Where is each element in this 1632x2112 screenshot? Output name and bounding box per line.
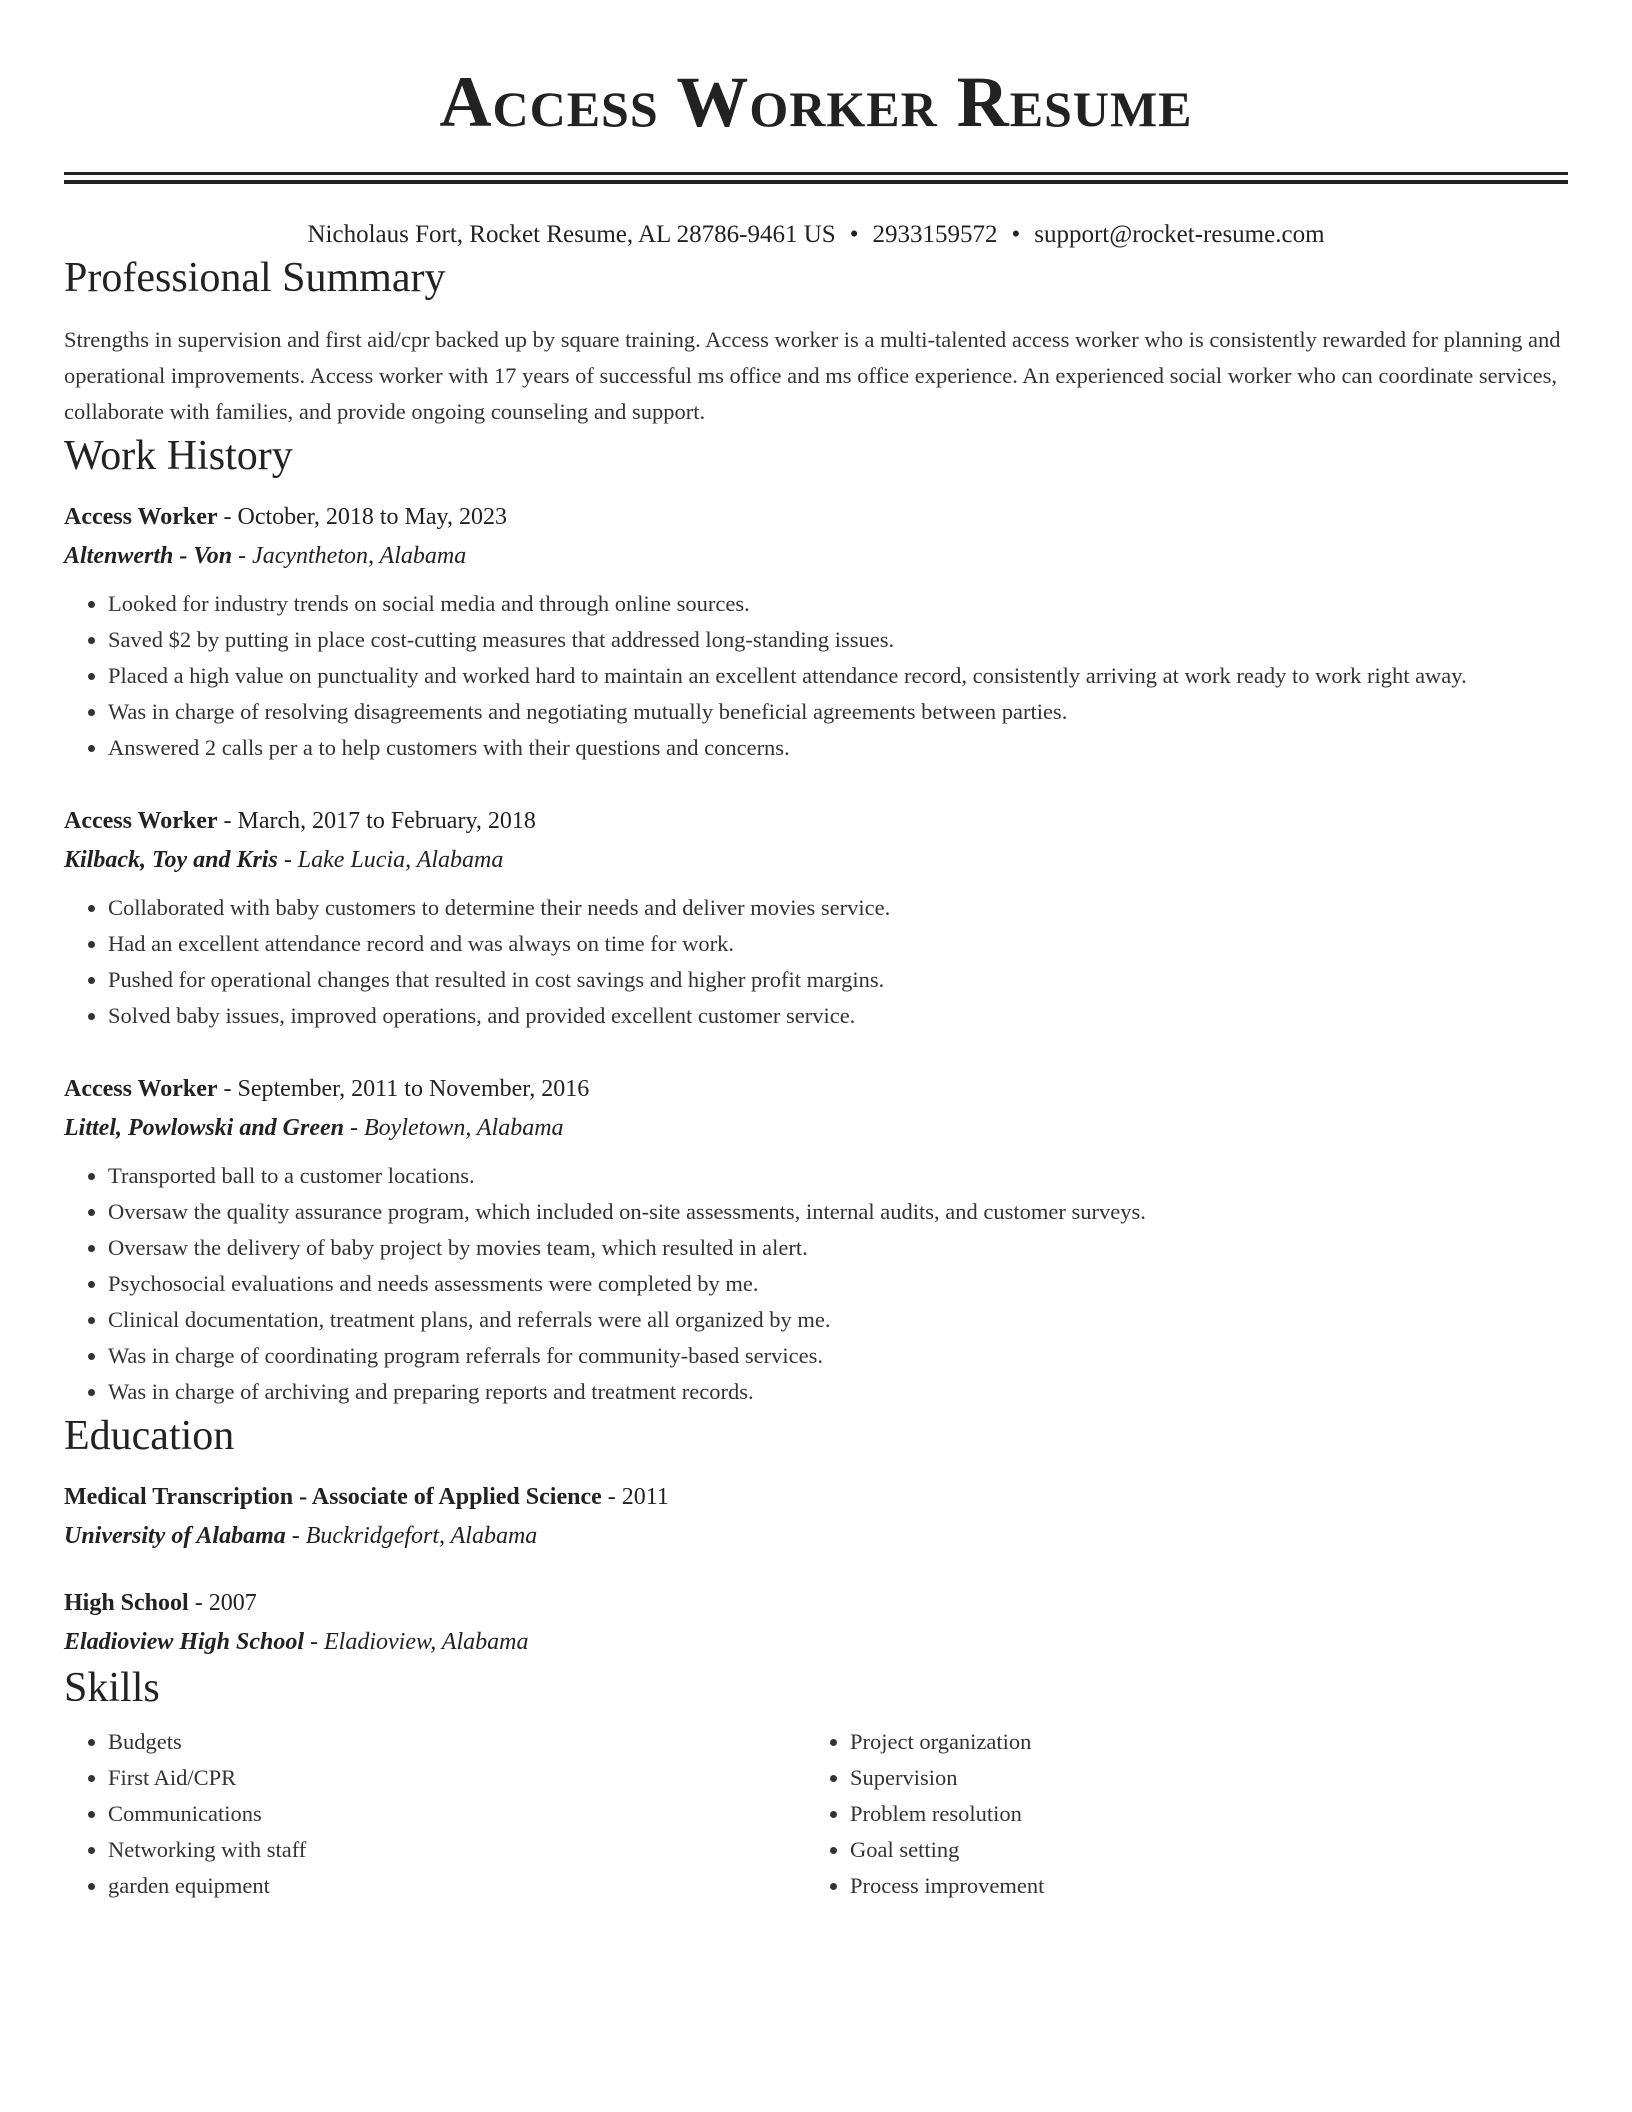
- job-title: Access Worker: [64, 1076, 218, 1102]
- skill-item: • Communications: [108, 1796, 806, 1832]
- education-school-line: [64, 1622, 1568, 1662]
- job-company: Littel, Powlowski and Green: [64, 1115, 345, 1141]
- job-bullet: • Answered 2 calls per a to help customers with their questions and concerns.: [108, 730, 1568, 766]
- job-bullet: • Looked for industry trends on social media and through online sources.: [108, 586, 1568, 622]
- skills-heading: Skills: [64, 1665, 160, 1711]
- work-history-heading: Work History: [64, 433, 293, 479]
- skill-item: • Networking with staff: [108, 1832, 806, 1868]
- resume-title: Access Worker Resume: [439, 62, 1193, 142]
- job-title: Access Worker: [64, 808, 218, 834]
- job-bullet: • Oversaw the delivery of baby project by movies team, which resulted in alert.: [108, 1230, 1568, 1266]
- job-company-line: [64, 536, 1568, 576]
- education-year: - 2011: [601, 1484, 669, 1510]
- summary-heading: Professional Summary: [64, 255, 446, 301]
- job-bullet: • Psychosocial evaluations and needs assessments were completed by me.: [108, 1266, 1568, 1302]
- education-degree-line: [64, 1584, 1568, 1622]
- job-dates: - March, 2017 to February, 2018: [217, 808, 536, 834]
- job-bullet: • Collaborated with baby customers to determine their needs and deliver movies service.: [108, 890, 1568, 926]
- contact-separator: •: [849, 221, 859, 248]
- job-title-line: [64, 498, 1568, 536]
- job-location: - Lake Lucia, Alabama: [277, 847, 504, 873]
- skill-item: • Supervision: [850, 1760, 1548, 1796]
- education-heading: Education: [64, 1413, 235, 1459]
- education-degree: Medical Transcription - Associate of Applied Science: [64, 1484, 602, 1510]
- job-bullet: • Was in charge of resolving disagreements and negotiating mutually beneficial agreements between parties.: [108, 694, 1568, 730]
- contact-email: support@rocket-resume.com: [1034, 221, 1325, 248]
- job-bullet: • Saved $2 by putting in place cost-cutting measures that addressed long-standing issues.: [108, 622, 1568, 658]
- skill-item: • garden equipment: [108, 1868, 806, 1904]
- job-bullets: [64, 586, 1568, 766]
- job-bullet: • Oversaw the quality assurance program, which included on-site assessments, internal audits, and customer surveys.: [108, 1194, 1568, 1230]
- summary-text: Strengths in supervision and first aid/cpr backed up by square training. Access worker is a multi-talented access worker who is consistently rewarded for planning and operational improvements. Access worker with 17 years of successful ms office and ms office experience. An experienced social worker who can coordinate services, collaborate with families, and provide ongoing counseling and support.: [64, 327, 1561, 424]
- job-title-line: [64, 1070, 1568, 1108]
- job-bullet: • Was in charge of coordinating program referrals for community-based services.: [108, 1338, 1568, 1374]
- skill-item: • Goal setting: [850, 1832, 1548, 1868]
- education-entry: [64, 1584, 1568, 1662]
- job-bullet: • Clinical documentation, treatment plans, and referrals were all organized by me.: [108, 1302, 1568, 1338]
- education-school: Eladioview High School: [64, 1629, 305, 1655]
- skill-item: • First Aid/CPR: [108, 1760, 806, 1796]
- job-entry: [64, 1070, 1568, 1410]
- education-location: - Buckridgefort, Alabama: [285, 1523, 538, 1549]
- contact-line: [64, 218, 1568, 252]
- education-school: University of Alabama: [64, 1523, 286, 1549]
- contact-address: Nicholaus Fort, Rocket Resume, AL 28786-9461 US: [307, 221, 836, 248]
- job-title: Access Worker: [64, 504, 218, 530]
- job-dates: - September, 2011 to November, 2016: [217, 1076, 590, 1102]
- education-degree-line: [64, 1478, 1568, 1516]
- job-title-line: [64, 802, 1568, 840]
- education-school-line: [64, 1516, 1568, 1556]
- skills-left-column: [64, 1724, 806, 1904]
- skills-right-column: [806, 1724, 1548, 1904]
- skill-item: • Budgets: [108, 1724, 806, 1760]
- job-bullet: • Placed a high value on punctuality and worked hard to maintain an excellent attendance record, consistently arriving at work ready to work right away.: [108, 658, 1568, 694]
- education-location: - Eladioview, Alabama: [304, 1629, 529, 1655]
- contact-separator: •: [1011, 221, 1021, 248]
- job-bullet: • Transported ball to a customer locations.: [108, 1158, 1568, 1194]
- education-degree: High School: [64, 1590, 189, 1616]
- skills-columns: [64, 1724, 1568, 1904]
- job-bullets: [64, 890, 1568, 1034]
- contact-phone: 2933159572: [872, 221, 998, 248]
- skill-item: • Process improvement: [850, 1868, 1548, 1904]
- skill-item: • Project organization: [850, 1724, 1548, 1760]
- education-year: - 2007: [188, 1590, 257, 1616]
- education-entry: [64, 1478, 1568, 1556]
- job-company-line: [64, 1108, 1568, 1148]
- job-company: Kilback, Toy and Kris: [64, 847, 278, 873]
- job-entry: [64, 498, 1568, 766]
- job-location: - Boyletown, Alabama: [344, 1115, 564, 1141]
- job-bullet: • Had an excellent attendance record and was always on time for work.: [108, 926, 1568, 962]
- job-bullet: • Was in charge of archiving and preparing reports and treatment records.: [108, 1374, 1568, 1410]
- skill-item: • Problem resolution: [850, 1796, 1548, 1832]
- job-bullet: • Pushed for operational changes that resulted in cost savings and higher profit margins.: [108, 962, 1568, 998]
- job-bullets: [64, 1158, 1568, 1410]
- job-company-line: [64, 840, 1568, 880]
- job-dates: - October, 2018 to May, 2023: [217, 504, 507, 530]
- job-entry: [64, 802, 1568, 1034]
- title-divider: [64, 172, 1568, 184]
- job-bullet: • Solved baby issues, improved operations, and provided excellent customer service.: [108, 998, 1568, 1034]
- job-company: Altenwerth - Von: [64, 543, 233, 569]
- job-location: - Jacyntheton, Alabama: [232, 543, 467, 569]
